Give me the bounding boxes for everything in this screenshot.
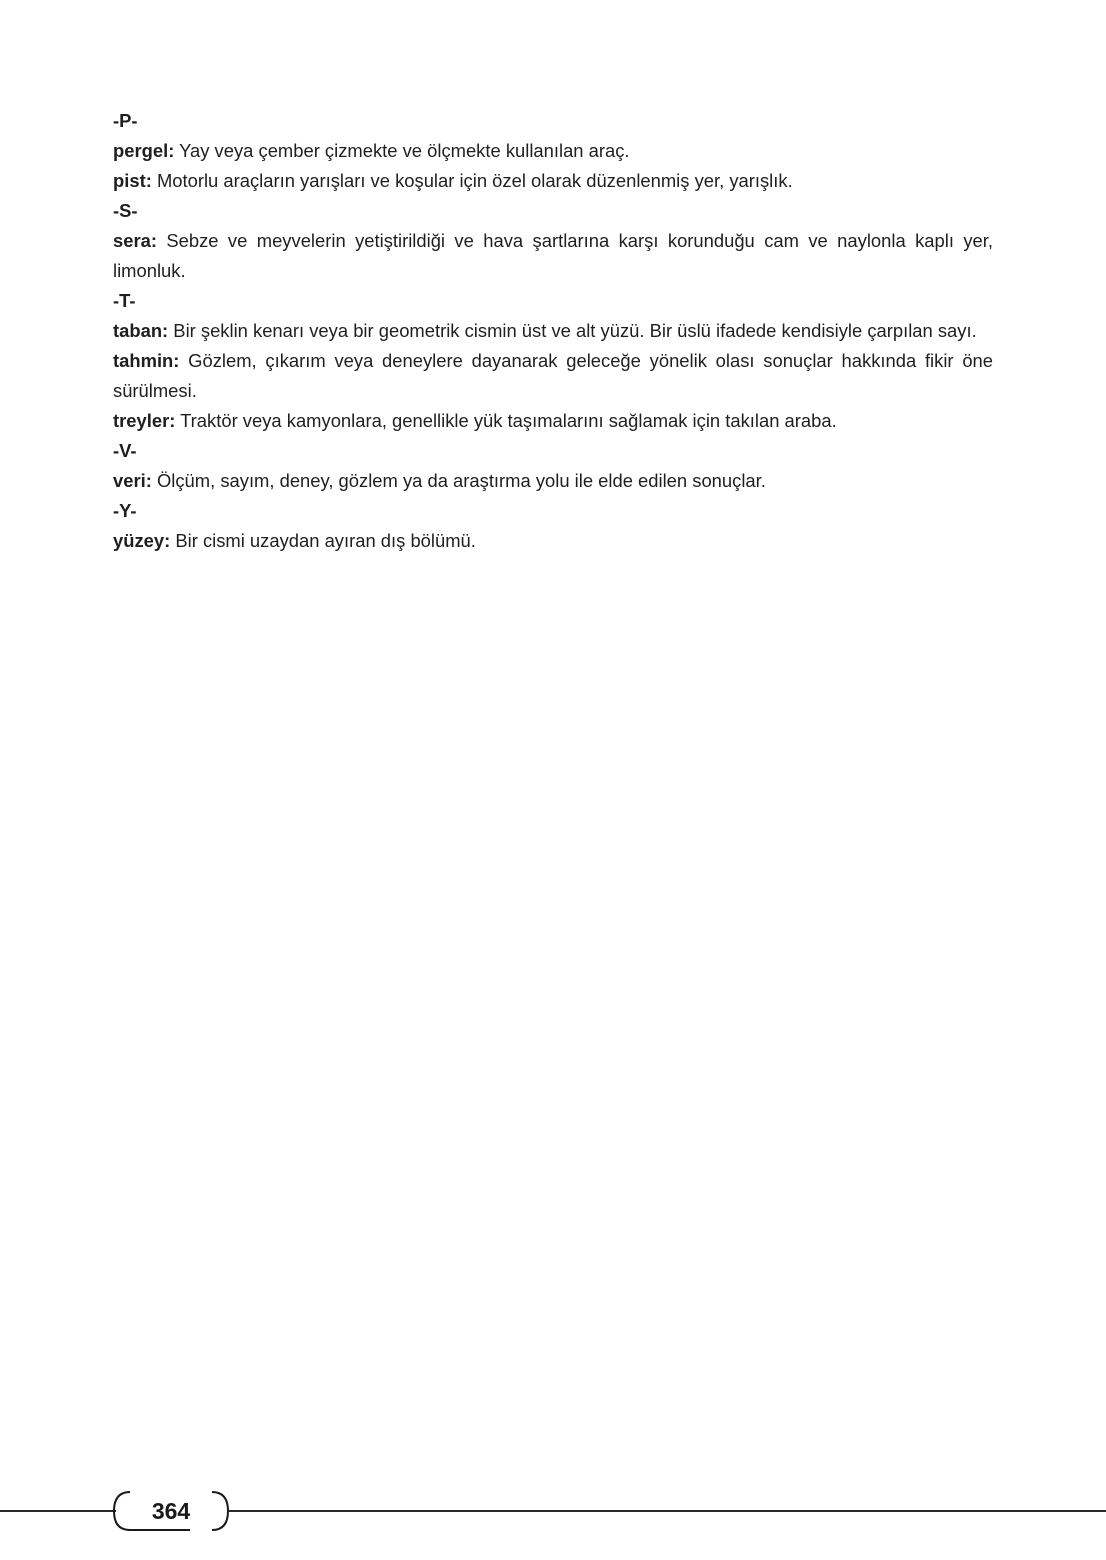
- glossary-section-v: [113, 436, 993, 496]
- entry-definition: Traktör veya kamyonlara, genellikle yük taşımalarını sağlamak için takılan araba.: [175, 410, 837, 431]
- glossary-section-s: [113, 196, 993, 286]
- glossary-section-p: [113, 106, 993, 196]
- section-heading: -T-: [113, 290, 136, 311]
- glossary-list: [113, 106, 993, 556]
- section-heading: -V-: [113, 440, 137, 461]
- section-heading: -Y-: [113, 500, 137, 521]
- page-number: 364: [151, 1498, 191, 1524]
- glossary-section-t: [113, 286, 993, 436]
- glossary-entry-veri: [113, 466, 993, 496]
- glossary-entry-taban: [113, 316, 993, 346]
- section-heading: -P-: [113, 110, 138, 131]
- section-heading: -S-: [113, 200, 138, 221]
- entry-definition: Ölçüm, sayım, deney, gözlem ya da araştırma yolu ile elde edilen sonuçlar.: [151, 470, 766, 491]
- entry-term: tahmin:: [113, 350, 180, 371]
- entry-definition: Bir şeklin kenarı veya bir geometrik cismin üst ve alt yüzü. Bir üslü ifadede kendisiyle çarpılan sayı.: [168, 320, 977, 341]
- glossary-entry-yuzey: [113, 526, 993, 556]
- entry-term: pist:: [113, 170, 152, 191]
- entry-term: treyler:: [113, 410, 176, 431]
- entry-definition: Yay veya çember çizmekte ve ölçmekte kullanılan araç.: [174, 140, 630, 161]
- glossary-entry-pist: [113, 166, 993, 196]
- entry-definition: Gözlem, çıkarım veya deneylere dayanarak geleceğe yönelik olası sonuçlar hakkında fikir öne sürülmesi.: [113, 350, 993, 401]
- entry-definition: Bir cismi uzaydan ayıran dış bölümü.: [170, 530, 476, 551]
- entry-term: yüzey:: [113, 530, 171, 551]
- glossary-entry-pergel: [113, 136, 993, 166]
- entry-term: sera:: [113, 230, 157, 251]
- glossary-entry-treyler: [113, 406, 993, 436]
- glossary-entry-sera: [113, 226, 993, 286]
- entry-term: veri:: [113, 470, 152, 491]
- entry-definition: Motorlu araçların yarışları ve koşular için özel olarak düzenlenmiş yer, yarışlık.: [151, 170, 793, 191]
- glossary-entry-tahmin: [113, 346, 993, 406]
- footer-rule-right: [229, 1510, 1106, 1512]
- footer-rule-left: [0, 1510, 116, 1512]
- entry-term: taban:: [113, 320, 169, 341]
- entry-term: pergel:: [113, 140, 175, 161]
- entry-definition: Sebze ve meyvelerin yetiştirildiği ve hava şartlarına karşı korunduğu cam ve naylonla kaplı yer, limonluk.: [113, 230, 993, 281]
- glossary-section-y: [113, 496, 993, 556]
